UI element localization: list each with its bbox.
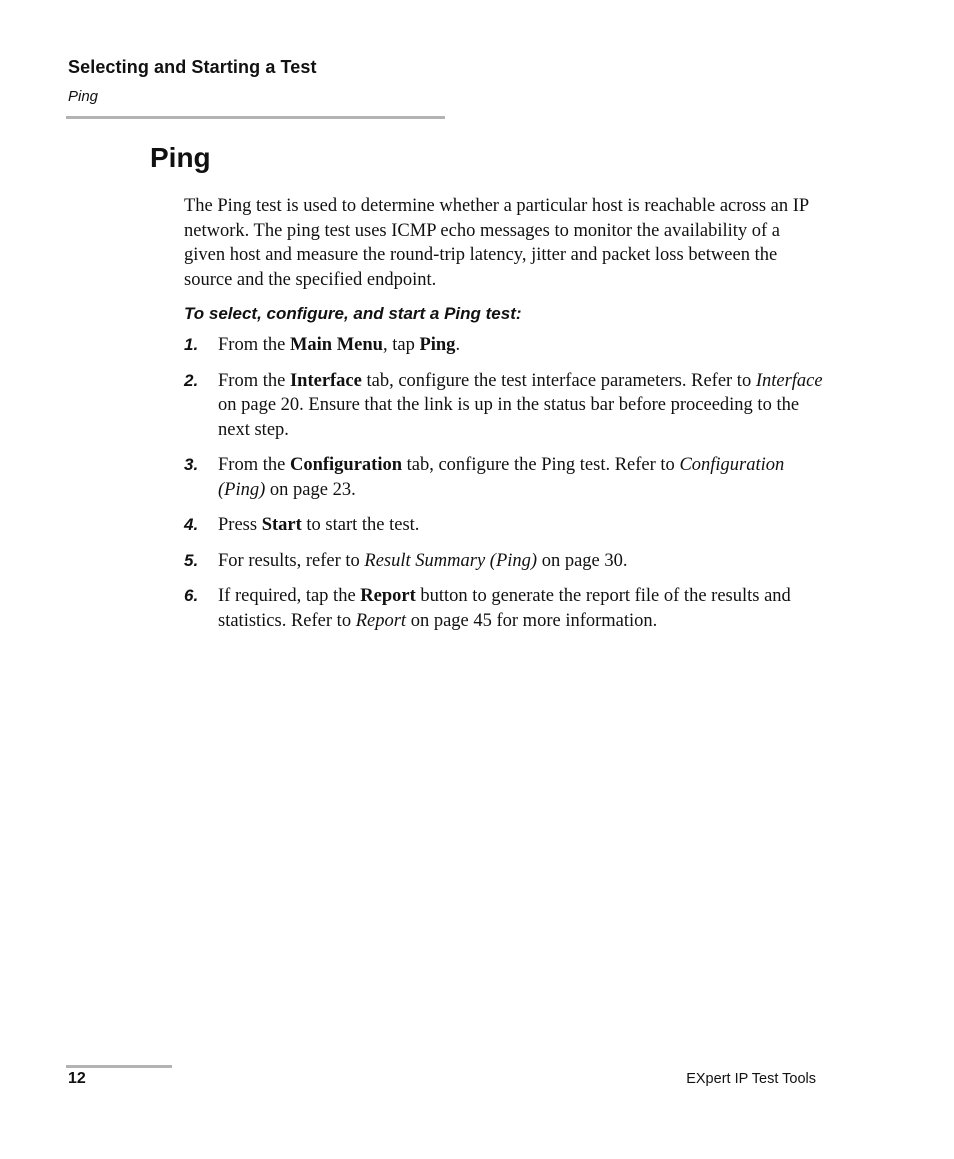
step-text-fragment: tab, configure the Ping test. Refer to xyxy=(402,455,680,475)
step-text-fragment: on page 30. xyxy=(537,550,628,571)
step-text xyxy=(218,455,784,500)
footer-rule xyxy=(66,1065,172,1068)
main-content xyxy=(184,194,824,644)
step-text-fragment: on page 23. xyxy=(265,479,356,500)
header-rule xyxy=(66,116,445,119)
procedure-step xyxy=(184,369,824,443)
step-number: 1. xyxy=(184,335,199,354)
procedure-step xyxy=(184,584,824,633)
step-text-fragment: . xyxy=(455,335,461,355)
running-header-subsection: Ping xyxy=(68,88,99,105)
step-text-fragment: Press xyxy=(218,515,262,535)
ui-term: Interface xyxy=(289,370,362,391)
procedure-step xyxy=(184,333,824,358)
intro-paragraph: The Ping test is used to determine whether a particular host is reachable across an IP network. The ping test uses ICMP echo messages to monitor the availability of a given host and measure the round-trip latency, jitter and packet loss between the source and the specified endpoint. xyxy=(184,196,809,290)
step-text xyxy=(218,335,460,355)
procedure-step xyxy=(184,549,824,574)
step-text xyxy=(218,586,791,631)
cross-reference: Result Summary (Ping) xyxy=(364,550,538,571)
cross-reference: Report xyxy=(355,610,407,631)
procedure-heading: To select, configure, and start a Ping test: xyxy=(184,304,522,323)
step-text xyxy=(218,515,419,535)
step-text-fragment: For results, refer to xyxy=(218,550,365,571)
step-text-fragment: From the xyxy=(218,335,290,355)
ui-term: Configuration xyxy=(289,455,402,475)
step-number: 5. xyxy=(184,550,199,570)
step-text-fragment: , tap xyxy=(382,335,420,355)
step-number: 3. xyxy=(184,455,199,474)
step-text-fragment: If required, tap the xyxy=(218,586,361,606)
cross-reference: Configuration (Ping) xyxy=(218,455,785,500)
step-text-fragment: on page 45 for more information. xyxy=(406,610,658,631)
step-text xyxy=(218,551,628,571)
page-number: 12 xyxy=(68,1070,86,1087)
ui-term: Report xyxy=(360,586,416,606)
ui-term: Start xyxy=(261,515,302,535)
ui-term: Ping xyxy=(419,335,456,355)
step-text-fragment: on page 20. Ensure that the link is up in the status bar before proceeding to the next step. xyxy=(218,395,800,440)
step-number: 4. xyxy=(184,515,199,534)
ui-term: Main Menu xyxy=(289,335,383,355)
steps-list xyxy=(184,333,824,633)
running-header-title: Selecting and Starting a Test xyxy=(68,57,317,77)
step-number: 2. xyxy=(184,370,199,390)
procedure-step xyxy=(184,513,824,538)
step-text-fragment: From the xyxy=(218,370,290,391)
step-text-fragment: tab, configure the test interface parameters. Refer to xyxy=(361,370,756,391)
step-number: 6. xyxy=(184,586,199,605)
cross-reference: Interface xyxy=(755,370,823,391)
page-title: Ping xyxy=(150,142,211,173)
step-text xyxy=(218,371,823,440)
document-name: EXpert IP Test Tools xyxy=(686,1071,816,1087)
step-text-fragment: From the xyxy=(218,455,290,475)
step-text-fragment: button to generate the report file of the results and statistics. Refer to xyxy=(218,586,791,631)
step-text-fragment: to start the test. xyxy=(301,515,420,535)
procedure-step xyxy=(184,453,824,502)
